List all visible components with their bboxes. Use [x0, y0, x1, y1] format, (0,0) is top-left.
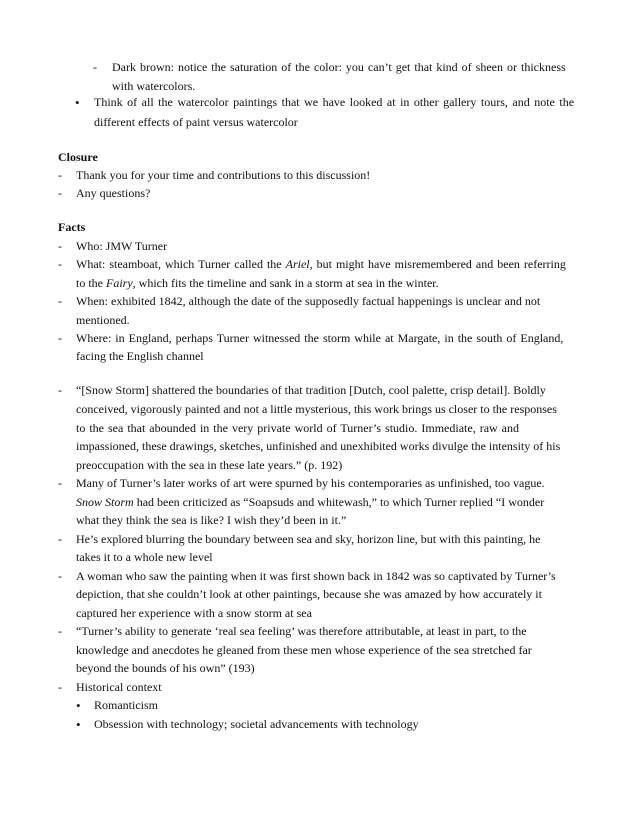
spurned-line-3: what they think the sea is like? I wish they’d been in it.”: [76, 513, 347, 527]
facts-where-line-2: facing the English channel: [76, 349, 204, 363]
dash-marker: -: [58, 569, 62, 583]
watercolor-line-1: Think of all the watercolor paintings that we have looked at in other gallery tours, and note the: [94, 95, 575, 109]
dash-marker: -: [58, 680, 62, 694]
ship-name-ariel: Ariel,: [285, 257, 313, 271]
closure-item: Any questions?: [76, 186, 151, 200]
facts-what-text: , which fits the timeline and sank in a storm at sea in the winter.: [132, 276, 439, 290]
facts-who: Who: JMW Turner: [76, 239, 168, 253]
dash-marker: -: [58, 331, 62, 345]
dash-marker: -: [58, 476, 62, 490]
painting-title: Snow Storm: [76, 495, 134, 509]
sea-feeling-line-1: “Turner’s ability to generate ‘real sea feeling’ was therefore attributable, at least in part, to the: [76, 624, 527, 638]
dash-marker: -: [58, 624, 62, 638]
historical-bullet: Romanticism: [94, 698, 158, 712]
quote-line-4: impassioned, these drawings, sketches, unfinished and unexhibited works divulge the intensity of his: [76, 439, 561, 453]
spurned-line-2: [76, 493, 544, 512]
facts-where-line-1: Where: in England, perhaps Turner witnessed the storm while at Margate, in the south of England,: [76, 331, 564, 345]
dark-brown-line-2: with watercolors.: [112, 79, 196, 93]
sea-feeling-line-2: knowledge and anecdotes he gleaned from these men whose experience of the sea stretched far: [76, 643, 532, 657]
spurned-text: had been criticized as “Soapsuds and whitewash,” to which Turner replied “I wonder: [133, 495, 545, 509]
sea-feeling-line-3: beyond the bounds of his own” (193): [76, 661, 255, 675]
facts-what-line-1: [76, 255, 566, 274]
woman-line-3: captured her experience with a snow storm at sea: [76, 606, 312, 620]
dash-marker: -: [58, 168, 62, 182]
ship-name-fairy: Fairy: [106, 276, 133, 290]
bullet-icon: •: [75, 95, 80, 110]
facts-when-line-1: When: exhibited 1842, although the date of the supposedly factual happenings is unclear and not: [76, 294, 541, 308]
woman-line-2: depiction, that she couldn’t look at other paintings, because she was amazed by how accurately it: [76, 587, 542, 601]
dash-marker: -: [58, 239, 62, 253]
spurned-line-1: Many of Turner’s later works of art were spurned by his contemporaries as unfinished, too vague.: [76, 476, 545, 490]
facts-what-line-2: [76, 274, 439, 293]
blurring-line-1: He’s explored blurring the boundary between sea and sky, horizon line, but with this painting, he: [76, 532, 541, 546]
closure-item: Thank you for your time and contributions to this discussion!: [76, 168, 371, 182]
watercolor-line-2: different effects of paint versus watercolor: [94, 115, 298, 129]
dash-marker: -: [58, 532, 62, 546]
facts-when-line-2: mentioned.: [76, 313, 130, 327]
bullet-icon: •: [76, 717, 81, 732]
woman-line-1: A woman who saw the painting when it was first shown back in 1842 was so captivated by Turner’s: [76, 569, 556, 583]
quote-line-5: preoccupation with the sea in these late years.” (p. 192): [76, 458, 343, 472]
bullet-icon: •: [76, 698, 81, 713]
facts-what-text: What: steamboat, which Turner called the: [76, 257, 286, 271]
dash-marker: -: [58, 186, 62, 200]
dark-brown-line-1: Dark brown: notice the saturation of the color: you can’t get that kind of sheen or thickness: [112, 60, 566, 74]
facts-heading: Facts: [58, 220, 86, 234]
facts-what-text: but might have misremembered and been referring: [312, 257, 566, 271]
historical-bullet: Obsession with technology; societal advancements with technology: [94, 717, 419, 731]
facts-what-text: to the: [76, 276, 106, 290]
dash-marker: -: [58, 294, 62, 308]
quote-line-1: “[Snow Storm] shattered the boundaries of that tradition [Dutch, cool palette, crisp detail]. Boldly: [76, 383, 546, 397]
closure-heading: Closure: [58, 150, 98, 164]
quote-line-2: conceived, vigorously painted and not a little mysterious, this work brings us closer to the responses: [76, 402, 557, 416]
dash-marker: -: [93, 60, 97, 74]
historical-context: Historical context: [76, 680, 162, 694]
dash-marker: -: [58, 257, 62, 271]
quote-line-3: to the sea that abounded in the very private world of Turner’s studio. Immediate, raw and: [76, 421, 520, 435]
blurring-line-2: takes it to a whole new level: [76, 550, 213, 564]
dash-marker: -: [58, 383, 62, 397]
